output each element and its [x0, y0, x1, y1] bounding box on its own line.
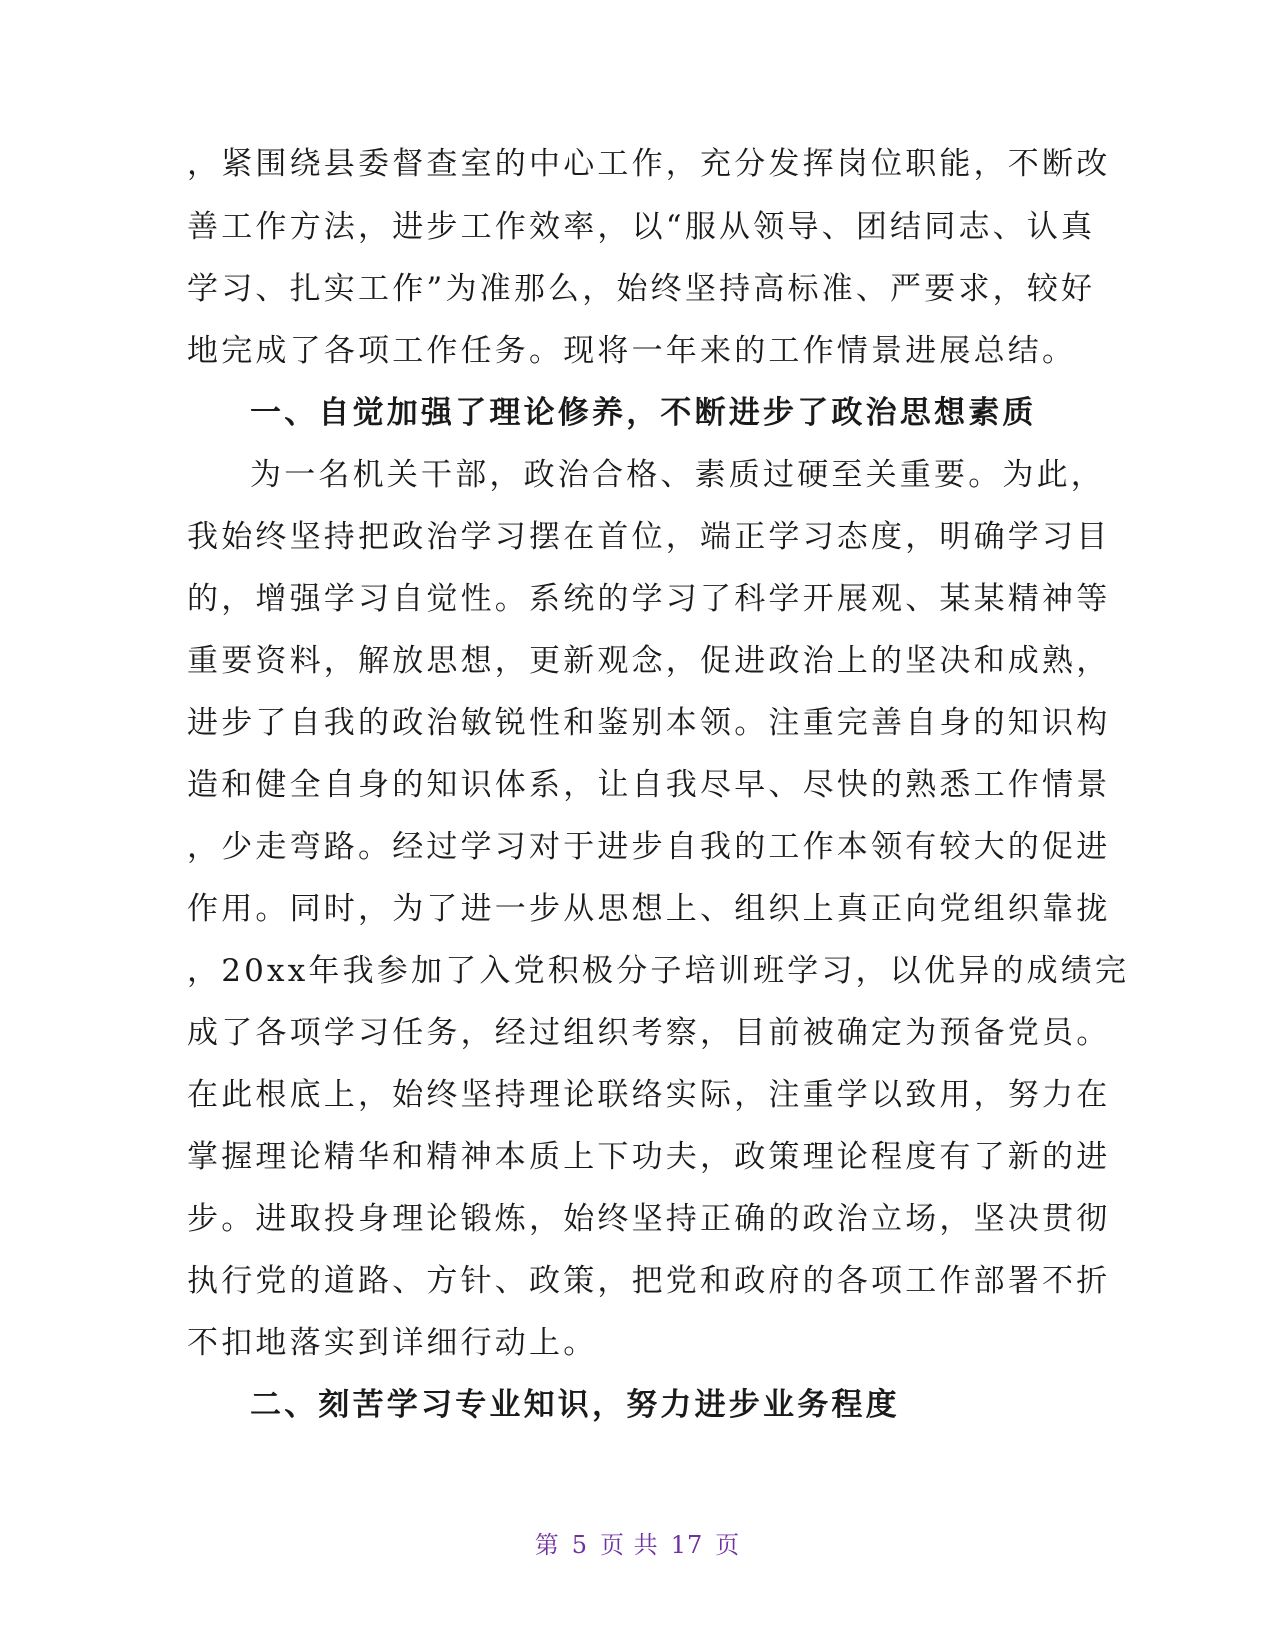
intro-line-2: 善工作方法，进步工作效率，以“服从领导、团结同志、认真 [187, 209, 1096, 245]
section-1-line-13: 步。进取投身理论锻炼，始终坚持正确的政治立场，坚决贯彻 [187, 1201, 1111, 1237]
section-1-line-8: 作用。同时，为了进一步从思想上、组织上真正向党组织靠拢 [187, 891, 1111, 927]
intro-line-1: ，紧围绕县委督查室的中心工作，充分发挥岗位职能，不断改 [187, 146, 1111, 182]
section-2-heading: 二、刻苦学习专业知识，努力进步业务程度 [250, 1387, 900, 1423]
section-1-line-1: 为一名机关干部，政治合格、素质过硬至关重要。为此， [250, 457, 1105, 493]
section-1-line-2: 我始终坚持把政治学习摆在首位，端正学习态度，明确学习目 [187, 519, 1111, 555]
section-1-line-9: ，20xx年我参加了入党积极分子培训班学习，以优异的成绩完 [187, 953, 1130, 989]
section-1-line-3: 的，增强学习自觉性。系统的学习了科学开展观、某某精神等 [187, 581, 1111, 617]
section-1-line-15: 不扣地落实到详细行动上。 [187, 1325, 598, 1361]
section-1-line-14: 执行党的道路、方针、政策，把党和政府的各项工作部署不折 [187, 1263, 1111, 1299]
footer-total-pages: 17 [670, 1531, 704, 1559]
section-1-line-11: 在此根底上，始终坚持理论联络实际，注重学以致用，努力在 [187, 1077, 1111, 1113]
footer-suffix: 页 [715, 1531, 741, 1559]
section-1-line-12: 掌握理论精华和精神本质上下功夫，政策理论程度有了新的进 [187, 1139, 1111, 1175]
section-1-line-10: 成了各项学习任务，经过组织考察，目前被确定为预备党员。 [187, 1015, 1111, 1051]
intro-line-3: 学习、扎实工作”为准那么，始终坚持高标准、严要求，较好 [187, 271, 1096, 307]
section-1-line-4: 重要资料，解放思想，更新观念，促进政治上的坚决和成熟， [187, 643, 1111, 679]
section-1-line-5: 进步了自我的政治敏锐性和鉴别本领。注重完善自身的知识构 [187, 705, 1111, 741]
footer-middle: 页 共 [600, 1531, 659, 1559]
footer-prefix: 第 [534, 1531, 560, 1559]
page-footer [0, 1525, 1275, 1560]
section-1-line-6: 造和健全自身的知识体系，让自我尽早、尽快的熟悉工作情景 [187, 767, 1111, 803]
section-1-heading: 一、自觉加强了理论修养，不断进步了政治思想素质 [250, 395, 1037, 431]
intro-line-4: 地完成了各项工作任务。现将一年来的工作情景进展总结。 [187, 333, 1077, 369]
footer-page-number: 5 [571, 1531, 589, 1559]
section-1-line-7: ，少走弯路。经过学习对于进步自我的工作本领有较大的促进 [187, 829, 1111, 865]
